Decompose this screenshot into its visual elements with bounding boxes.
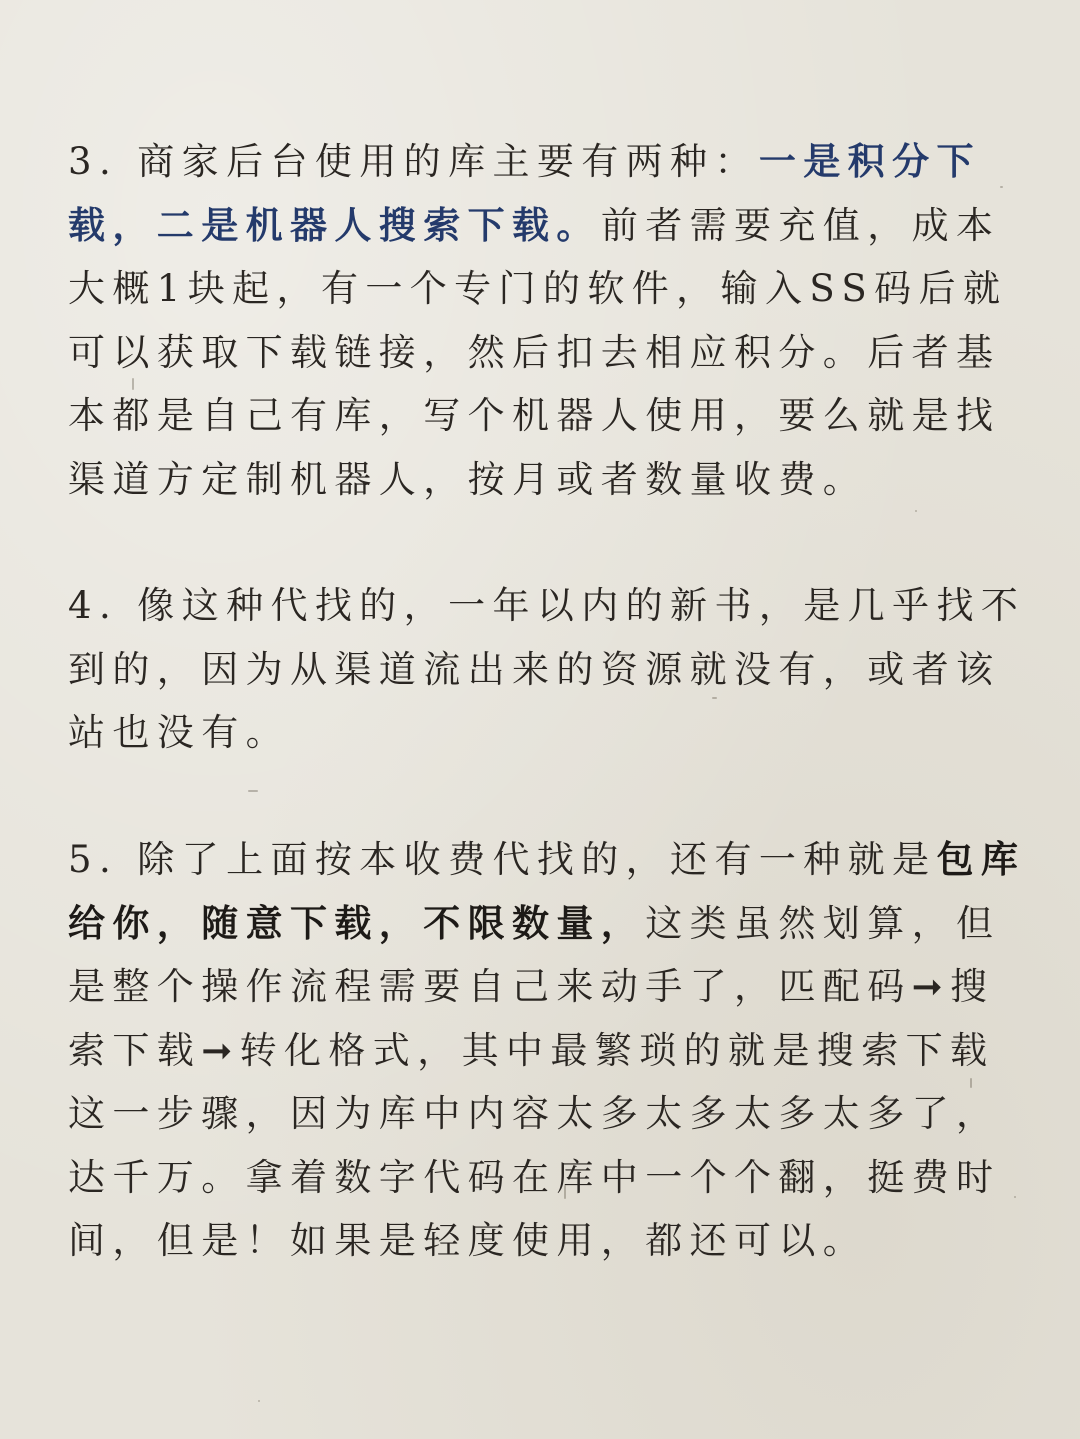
paragraph-5-body: 这类虽然划算，但是整个操作流程需要自己来动手了，匹配码➞搜索下载➞转化格式，其中最繁琐的就是搜索下载这一步骤，因为库中内容太多太多太多太多了，达千万。拿着数字代码在库中一个个翻，挺费时间，但是！如果是轻度使用，都还可以。 (68, 901, 1001, 1262)
paragraph-3-body: 前者需要充值，成本大概1块起，有一个专门的软件，输入SS码后就可以获取下载链接，然后扣去相应积分。后者基本都是自己有库，写个机器人使用，要么就是找渠道方定制机器人，按月或者数量收费。 (68, 203, 1008, 501)
paragraph-3-highlight: 一是积分下载，二是机器人搜索下载。 (68, 139, 981, 247)
paragraph-3 (68, 130, 1028, 511)
paragraph-3-intro: 3. 商家后台使用的库主要有两种： (68, 140, 759, 183)
paper-speck (915, 510, 917, 512)
paper-speck (248, 790, 258, 792)
paper-speck (132, 378, 134, 390)
paragraph-5 (68, 828, 1028, 1273)
paper-speck (1000, 186, 1003, 188)
paper-speck (970, 1078, 972, 1088)
paragraph-5-intro: 5. 除了上面按本收费代找的，还有一种就是 (68, 838, 937, 881)
paper-speck (258, 1400, 260, 1402)
paper-speck (1014, 1196, 1016, 1198)
paper-speck (564, 1185, 566, 1199)
paper-speck (712, 697, 717, 699)
paragraph-4-body: 4. 像这种代找的，一年以内的新书，是几乎找不到的，因为从渠道流出来的资源就没有，或者该站也没有。 (68, 584, 1026, 754)
paragraph-5-highlight: 包库给你，随意下载，不限数量， (68, 837, 1026, 945)
paragraph-4 (68, 574, 1028, 765)
